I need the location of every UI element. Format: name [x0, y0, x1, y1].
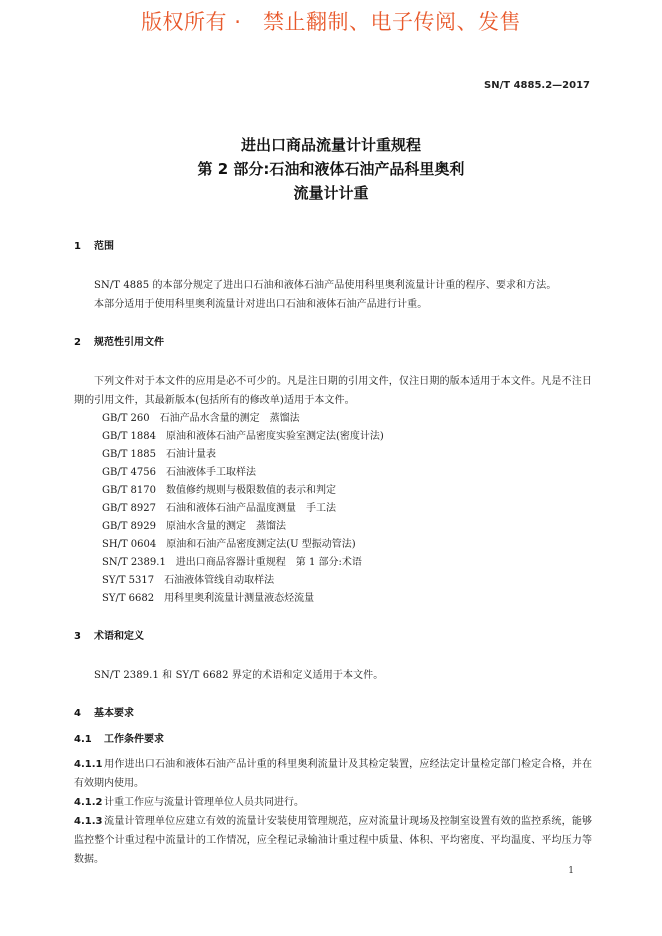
reference-title: 石油液体管线自动取样法: [164, 575, 275, 586]
reference-title: 石油产品水含量的测定 蒸馏法: [159, 413, 300, 424]
scope-paragraph-2: 本部分适用于使用科里奥利流量计对进出口石油和液体石油产品进行计重。: [94, 299, 428, 310]
reference-title: 原油水含量的测定 蒸馏法: [166, 521, 287, 532]
reference-item: [74, 482, 592, 500]
reference-code: GB/T 260: [102, 413, 150, 424]
reference-list: [74, 410, 592, 608]
copyright-watermark: 版权所有 · 禁止翻制、电子传阅、发售: [141, 10, 521, 34]
section-number: 4: [74, 708, 81, 719]
clause-number: 4.1.1: [74, 759, 103, 770]
reference-item: [74, 590, 592, 608]
section-heading-terms: [74, 630, 592, 644]
clause-number: 4.1.2: [74, 797, 103, 808]
reference-code: GB/T 1884: [102, 431, 157, 442]
reference-title: 数值修约规则与极限数值的表示和判定: [166, 485, 337, 496]
reference-code: SN/T 2389.1: [102, 557, 166, 568]
reference-item: [74, 446, 592, 464]
title-line-1: 进出口商品流量计计重规程: [240, 136, 421, 154]
reference-title: 用科里奥利流量计测量液态烃流量: [164, 593, 315, 604]
clause-number: 4.1.3: [74, 816, 103, 827]
reference-item: [74, 518, 592, 536]
section-title: 范围: [94, 241, 114, 252]
reference-item: [74, 410, 592, 428]
clause-text: 流量计管理单位应建立有效的流量计安装使用管理规范，应对流量计现场及控制室设置有效的监控系统，能够监控整个计重过程中流量计的工作情况，应全程记录输油计重过程中质量、体积、平均密度、平均温度、平均压力等数据。: [74, 816, 592, 865]
reference-title: 原油和石油产品密度测定法(U 型振动管法): [166, 539, 356, 550]
subsection-heading-working-conditions: [74, 733, 592, 747]
reference-item: [74, 554, 592, 572]
document-title: [0, 133, 662, 205]
title-line-3: 流量计计重: [293, 184, 369, 202]
section-heading-normative-references: [74, 336, 592, 350]
standard-number: SN/T 4885.2—2017: [484, 80, 590, 91]
title-line-2: 第 2 部分:石油和液体石油产品科里奥利: [197, 160, 465, 178]
section-heading-basic-requirements: [74, 707, 592, 721]
section-heading-scope: [74, 240, 592, 254]
reference-item: [74, 464, 592, 482]
reference-code: GB/T 8927: [102, 503, 157, 514]
clause-list: [74, 755, 592, 869]
subsection-number: 4.1: [74, 734, 92, 745]
reference-code: SH/T 0604: [102, 539, 157, 550]
section-number: 2: [74, 337, 81, 348]
subsection-title: 工作条件要求: [104, 734, 164, 745]
section-number: 3: [74, 631, 81, 642]
scope-paragraph-1: SN/T 4885 的本部分规定了进出口石油和液体石油产品使用科里奥利流量计计重的程序、要求和方法。: [94, 280, 557, 291]
reference-item: [74, 572, 592, 590]
reference-item: [74, 536, 592, 554]
reference-title: 原油和液体石油产品密度实验室测定法(密度计法): [166, 431, 384, 442]
reference-code: SY/T 5317: [102, 575, 155, 586]
reference-code: GB/T 4756: [102, 467, 157, 478]
reference-code: GB/T 8929: [102, 521, 157, 532]
terms-paragraph: SN/T 2389.1 和 SY/T 6682 界定的术语和定义适用于本文件。: [94, 670, 384, 681]
reference-title: 石油和液体石油产品温度测量 手工法: [166, 503, 337, 514]
section-number: 1: [74, 241, 81, 252]
reference-item: [74, 428, 592, 446]
reference-title: 石油计量表: [166, 449, 217, 460]
reference-code: SY/T 6682: [102, 593, 155, 604]
reference-title: 进出口商品容器计重规程 第 1 部分:术语: [175, 557, 362, 568]
section-title: 基本要求: [94, 708, 134, 719]
document-body: [74, 240, 592, 869]
reference-code: GB/T 1885: [102, 449, 157, 460]
reference-title: 石油液体手工取样法: [166, 467, 257, 478]
clause-text: 用作进出口石油和液体石油产品计重的科里奥利流量计及其检定装置，应经法定计量检定部门检定合格，并在有效期内使用。: [74, 759, 592, 789]
reference-code: GB/T 8170: [102, 485, 157, 496]
page-number: 1: [568, 866, 574, 876]
clause: [74, 812, 592, 869]
clause-text: 计重工作应与流量计管理单位人员共同进行。: [104, 797, 304, 808]
clause: [74, 793, 592, 812]
reference-item: [74, 500, 592, 518]
section-title: 术语和定义: [94, 631, 144, 642]
references-intro: 下列文件对于本文件的应用是必不可少的。凡是注日期的引用文件，仅注日期的版本适用于本文件。凡是不注日期的引用文件，其最新版本(包括所有的修改单)适用于本文件。: [74, 376, 592, 406]
clause: [74, 755, 592, 793]
section-title: 规范性引用文件: [94, 337, 164, 348]
